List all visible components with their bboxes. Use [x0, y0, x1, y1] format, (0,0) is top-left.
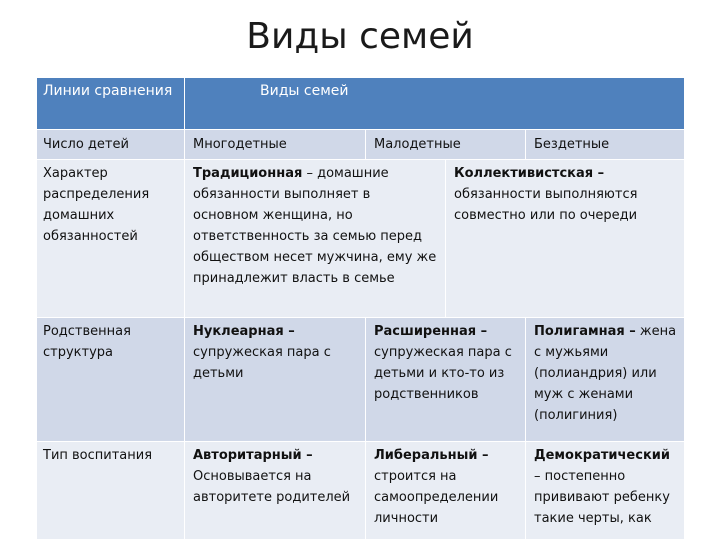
children-none-cell [526, 130, 685, 160]
upbringing-democratic-cell [526, 442, 685, 540]
kinship-extended-term: Расширенная – [374, 324, 488, 339]
duties-collective-term: Коллективистская – [454, 166, 605, 181]
upbringing-liberal-term: Либеральный – [374, 448, 489, 463]
upbringing-liberal-cell [366, 442, 526, 540]
row-upbringing-label [37, 442, 185, 540]
row-kinship-label [37, 318, 185, 442]
upbringing-authoritarian-term: Авторитарный – [193, 448, 313, 463]
kinship-polygamous-text: жена с мужьями (полиандрия) или муж с женами (полигиния) [534, 324, 677, 423]
kinship-polygamous-cell [526, 318, 685, 442]
header-col2-text: Виды семей [260, 83, 349, 99]
children-few-cell [366, 130, 526, 160]
kinship-nuclear-text: супружеская пара с детьми [193, 345, 331, 381]
duties-label-text: Характер распределения домашних обязанностей [43, 166, 150, 244]
upbringing-label-text: Тип воспитания [43, 448, 153, 463]
kinship-nuclear-term: Нуклеарная – [193, 324, 295, 339]
header-comparison-lines [37, 78, 185, 130]
upbringing-democratic-term: Демократический [534, 448, 670, 463]
upbringing-authoritarian-text: Основывается на авторитете родителей [193, 469, 351, 505]
row-duties-label [37, 160, 185, 318]
children-many-text: Многодетные [193, 137, 287, 152]
header-family-types [185, 78, 685, 130]
children-label-text: Число детей [43, 137, 129, 152]
upbringing-authoritarian-cell [185, 442, 366, 540]
children-many-cell [185, 130, 366, 160]
kinship-label-text: Родственная структура [43, 324, 131, 360]
duties-collective-text: обязанности выполняются совместно или по очереди [454, 187, 638, 223]
duties-collective-cell [446, 160, 685, 318]
upbringing-liberal-text: строится на самоопределении личности [374, 469, 499, 526]
kinship-nuclear-cell [185, 318, 366, 442]
duties-traditional-cell [185, 160, 446, 318]
duties-traditional-term: Традиционная [193, 166, 303, 181]
children-few-text: Малодетные [374, 137, 461, 152]
kinship-extended-text: супружеская пара с детьми и кто-то из родственников [374, 345, 512, 402]
duties-traditional-text: – домашние обязанности выполняет в основном женщина, но ответственность за семью перед обществом несет мужчина, ему же принадлежит власть в семье [193, 166, 437, 286]
kinship-polygamous-term: Полигамная – [534, 324, 636, 339]
slide-title: Виды семей [246, 16, 474, 57]
header-col1-text: Линии сравнения [43, 83, 173, 99]
kinship-extended-cell [366, 318, 526, 442]
row-children-label [37, 130, 185, 160]
upbringing-democratic-text: – постепенно прививают ребенку такие черты, как [534, 469, 670, 526]
children-none-text: Бездетные [534, 137, 610, 152]
